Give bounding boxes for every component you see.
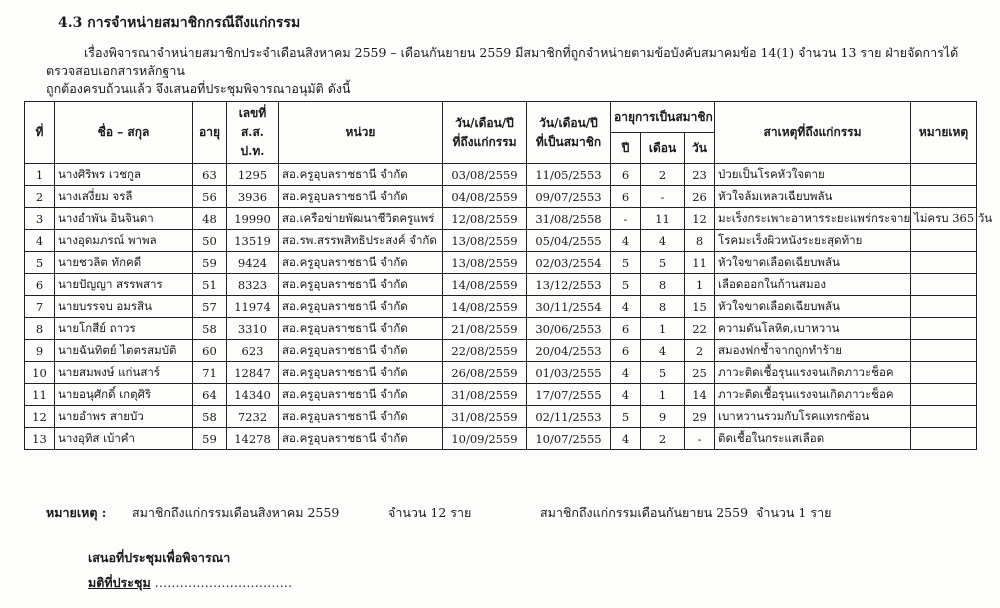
cell-member-no: 14278	[227, 428, 279, 450]
table-row	[25, 406, 977, 428]
table-row	[25, 164, 977, 186]
header-name: ชื่อ – สกุล	[55, 102, 193, 164]
cell-death-date: 10/09/2559	[443, 428, 527, 450]
table-row	[25, 296, 977, 318]
cell-months: 2	[641, 164, 685, 186]
header-member-no-2: ส.ส.	[240, 125, 264, 139]
header-member-no-1: เลขที่	[238, 106, 267, 120]
cell-cause: ติดเชื้อในกระแสเลือด	[715, 428, 911, 450]
cell-death-date: 26/08/2559	[443, 362, 527, 384]
cell-name: นางเสงี่ยม จรลี	[55, 186, 193, 208]
cell-months: 5	[641, 252, 685, 274]
cell-age: 51	[193, 274, 227, 296]
cell-age: 64	[193, 384, 227, 406]
note-label	[46, 503, 106, 523]
cell-death-date: 13/08/2559	[443, 230, 527, 252]
cell-age: 58	[193, 318, 227, 340]
cell-cause: เลือดออกในก้านสมอง	[715, 274, 911, 296]
cell-days: 1	[685, 274, 715, 296]
cell-name: นายโกสีย์ ถาวร	[55, 318, 193, 340]
cell-days: 11	[685, 252, 715, 274]
cell-remark	[911, 428, 977, 450]
cell-months: 8	[641, 274, 685, 296]
table-row	[25, 340, 977, 362]
resolution-line	[88, 573, 292, 593]
cell-age: 48	[193, 208, 227, 230]
cell-months: 1	[641, 318, 685, 340]
table-row	[25, 274, 977, 296]
cell-months: 4	[641, 340, 685, 362]
cell-cause: หัวใจขาดเลือดเฉียบพลัน	[715, 296, 911, 318]
cell-unit: สอ.เครือข่ายพัฒนาชีวิตครูแพร่	[279, 208, 443, 230]
header-years: ปี	[611, 133, 641, 164]
cell-no: 6	[25, 274, 55, 296]
cell-death-date: 14/08/2559	[443, 296, 527, 318]
cell-months: 2	[641, 428, 685, 450]
cell-no: 1	[25, 164, 55, 186]
cell-days: 15	[685, 296, 715, 318]
note-sep-text: สมาชิกถึงแก่กรรมเดือนกันยายน 2559	[540, 505, 749, 520]
table-row	[25, 362, 977, 384]
cell-name: นางอุทิส เบ้าคำ	[55, 428, 193, 450]
cell-years: 4	[611, 362, 641, 384]
cell-unit: สอ.ครูอุบลราชธานี จำกัด	[279, 164, 443, 186]
cell-months: 9	[641, 406, 685, 428]
cell-no: 3	[25, 208, 55, 230]
intro-paragraph	[46, 44, 976, 98]
cell-remark	[911, 164, 977, 186]
cell-unit: สอ.ครูอุบลราชธานี จำกัด	[279, 340, 443, 362]
cell-remark: ไม่ครบ 365 วัน	[911, 208, 977, 230]
cell-days: 22	[685, 318, 715, 340]
cell-join-date: 30/06/2553	[527, 318, 611, 340]
cell-age: 58	[193, 406, 227, 428]
cell-join-date: 17/07/2555	[527, 384, 611, 406]
table-row	[25, 252, 977, 274]
cell-remark	[911, 406, 977, 428]
table-row	[25, 230, 977, 252]
cell-name: นายอนุศักดิ์ เกตุศิริ	[55, 384, 193, 406]
cell-years: -	[611, 208, 641, 230]
cell-name: นางศิริพร เวชกูล	[55, 164, 193, 186]
cell-remark	[911, 362, 977, 384]
cell-no: 4	[25, 230, 55, 252]
cell-months: 5	[641, 362, 685, 384]
cell-name: นายฉันทิตย์ ไตตรสมบัติ	[55, 340, 193, 362]
cell-days: 26	[685, 186, 715, 208]
cell-death-date: 22/08/2559	[443, 340, 527, 362]
cell-no: 9	[25, 340, 55, 362]
header-death-date-1: วัน/เดือน/ปี	[455, 115, 514, 130]
resolution-label: มติที่ประชุม	[88, 575, 151, 590]
cell-name: นายชวลิต ทักคดี	[55, 252, 193, 274]
header-member-no-3: ป.ท.	[240, 144, 265, 158]
cell-months: -	[641, 186, 685, 208]
cell-name: นายปัญญา สรรพสาร	[55, 274, 193, 296]
cell-years: 5	[611, 252, 641, 274]
cell-years: 6	[611, 340, 641, 362]
cell-years: 4	[611, 296, 641, 318]
cell-no: 12	[25, 406, 55, 428]
cell-unit: สอ.ครูอุบลราชธานี จำกัด	[279, 362, 443, 384]
cell-name: นางอำพัน อินจินดา	[55, 208, 193, 230]
cell-member-no: 11974	[227, 296, 279, 318]
cell-remark	[911, 252, 977, 274]
cell-years: 6	[611, 318, 641, 340]
header-remark: หมายเหตุ	[911, 102, 977, 164]
cell-death-date: 21/08/2559	[443, 318, 527, 340]
header-death-date	[443, 102, 527, 164]
cell-death-date: 12/08/2559	[443, 208, 527, 230]
cell-cause: ภาวะติดเชื้อรุนแรงจนเกิดภาวะช็อค	[715, 362, 911, 384]
cell-unit: สอ.ครูอุบลราชธานี จำกัด	[279, 186, 443, 208]
cell-no: 8	[25, 318, 55, 340]
cell-cause: ความดันโลหิต,เบาหวาน	[715, 318, 911, 340]
proposal-text: เสนอที่ประชุมเพื่อพิจารณา	[88, 550, 231, 565]
cell-days: 12	[685, 208, 715, 230]
cell-months: 1	[641, 384, 685, 406]
cell-remark	[911, 318, 977, 340]
cell-years: 5	[611, 406, 641, 428]
header-months: เดือน	[641, 133, 685, 164]
intro-line-2: ถูกต้องครบถ้วนแล้ว จึงเสนอที่ประชุมพิจารณาอนุมัติ ดังนี้	[46, 81, 351, 96]
cell-join-date: 02/11/2553	[527, 406, 611, 428]
cell-months: 11	[641, 208, 685, 230]
table-row	[25, 318, 977, 340]
cell-unit: สอ.ครูอุบลราชธานี จำกัด	[279, 274, 443, 296]
resolution-blank: ……………………………	[154, 575, 293, 590]
cell-age: 57	[193, 296, 227, 318]
cell-years: 4	[611, 230, 641, 252]
cell-remark	[911, 186, 977, 208]
cell-death-date: 14/08/2559	[443, 274, 527, 296]
table-row	[25, 384, 977, 406]
cell-join-date: 31/08/2558	[527, 208, 611, 230]
header-no: ที่	[25, 102, 55, 164]
cell-days: 25	[685, 362, 715, 384]
cell-years: 6	[611, 186, 641, 208]
cell-age: 56	[193, 186, 227, 208]
cell-months: 4	[641, 230, 685, 252]
cell-remark	[911, 230, 977, 252]
table-row	[25, 186, 977, 208]
cell-death-date: 13/08/2559	[443, 252, 527, 274]
cell-name: นายอำพร สายบัว	[55, 406, 193, 428]
header-join-date-2: ที่เป็นสมาชิก	[535, 134, 602, 149]
cell-cause: โรคมะเร็งผิวหนังระยะสุดท้าย	[715, 230, 911, 252]
header-age: อายุ	[193, 102, 227, 164]
header-unit: หน่วย	[279, 102, 443, 164]
deceased-members-table	[24, 101, 993, 450]
header-member-no	[227, 102, 279, 164]
table-header-row	[25, 102, 977, 133]
cell-remark	[911, 274, 977, 296]
cell-unit: สอ.รพ.สรรพสิทธิประสงค์ จำกัด	[279, 230, 443, 252]
cell-age: 50	[193, 230, 227, 252]
cell-name: นายบรรจบ อมรสิน	[55, 296, 193, 318]
cell-age: 59	[193, 252, 227, 274]
cell-member-no: 3310	[227, 318, 279, 340]
cell-remark	[911, 340, 977, 362]
cell-days: 2	[685, 340, 715, 362]
cell-no: 7	[25, 296, 55, 318]
cell-cause: เบาหวานรวมกับโรคแทรกซ้อน	[715, 406, 911, 428]
header-duration: อายุการเป็นสมาชิก	[611, 102, 715, 133]
cell-no: 13	[25, 428, 55, 450]
cell-age: 71	[193, 362, 227, 384]
cell-no: 5	[25, 252, 55, 274]
cell-unit: สอ.ครูอุบลราชธานี จำกัด	[279, 384, 443, 406]
cell-join-date: 13/12/2553	[527, 274, 611, 296]
header-days: วัน	[685, 133, 715, 164]
note-label-text: หมายเหตุ :	[46, 505, 107, 520]
cell-unit: สอ.ครูอุบลราชธานี จำกัด	[279, 252, 443, 274]
cell-unit: สอ.ครูอุบลราชธานี จำกัด	[279, 318, 443, 340]
cell-cause: หัวใจขาดเลือดเฉียบพลัน	[715, 252, 911, 274]
cell-cause: สมองฟกช้ำจากถูกทำร้าย	[715, 340, 911, 362]
cell-member-no: 623	[227, 340, 279, 362]
cell-member-no: 7232	[227, 406, 279, 428]
cell-death-date: 31/08/2559	[443, 384, 527, 406]
cell-member-no: 3936	[227, 186, 279, 208]
intro-line-1: เรื่องพิจารณาจำหน่ายสมาชิกประจำเดือนสิงหาคม 2559 – เดือนกันยายน 2559 มีสมาชิกที่ถูกจำหน่ายตามข้อบังคับสมาคมข้อ 14(1) จำนวน 13 ราย ฝ่ายจัดการได้ตรวจสอบเอกสารหลักฐาน	[46, 45, 959, 78]
cell-join-date: 10/07/2555	[527, 428, 611, 450]
cell-name: นายสมพงษ์ แก่นสาร์	[55, 362, 193, 384]
cell-years: 4	[611, 428, 641, 450]
cell-days: 29	[685, 406, 715, 428]
header-join-date	[527, 102, 611, 164]
cell-days: 23	[685, 164, 715, 186]
cell-member-no: 9424	[227, 252, 279, 274]
cell-member-no: 12847	[227, 362, 279, 384]
header-death-date-2: ที่ถึงแก่กรรม	[452, 134, 517, 149]
cell-death-date: 31/08/2559	[443, 406, 527, 428]
cell-join-date: 30/11/2554	[527, 296, 611, 318]
cell-member-no: 8323	[227, 274, 279, 296]
cell-days: 14	[685, 384, 715, 406]
cell-death-date: 04/08/2559	[443, 186, 527, 208]
cell-member-no: 13519	[227, 230, 279, 252]
cell-years: 4	[611, 384, 641, 406]
cell-age: 60	[193, 340, 227, 362]
cell-years: 6	[611, 164, 641, 186]
header-cause: สาเหตุที่ถึงแก่กรรม	[715, 102, 911, 164]
cell-no: 11	[25, 384, 55, 406]
cell-years: 5	[611, 274, 641, 296]
cell-join-date: 05/04/2555	[527, 230, 611, 252]
cell-join-date: 20/04/2553	[527, 340, 611, 362]
cell-unit: สอ.ครูอุบลราชธานี จำกัด	[279, 428, 443, 450]
cell-no: 10	[25, 362, 55, 384]
note-aug-count: จำนวน 12 ราย	[388, 505, 472, 520]
table-row	[25, 208, 977, 230]
cell-name: นางอุดมภรณ์ พาพล	[55, 230, 193, 252]
cell-cause: หัวใจล้มเหลวเฉียบพลัน	[715, 186, 911, 208]
cell-join-date: 11/05/2553	[527, 164, 611, 186]
cell-unit: สอ.ครูอุบลราชธานี จำกัด	[279, 296, 443, 318]
cell-unit: สอ.ครูอุบลราชธานี จำกัด	[279, 406, 443, 428]
note-sep-count: จำนวน 1 ราย	[756, 505, 832, 520]
cell-days: -	[685, 428, 715, 450]
table-row	[25, 428, 977, 450]
cell-remark	[911, 384, 977, 406]
cell-join-date: 09/07/2553	[527, 186, 611, 208]
section-heading: 4.3 การจำหน่ายสมาชิกกรณีถึงแก่กรรม	[58, 15, 301, 31]
cell-member-no: 19990	[227, 208, 279, 230]
cell-death-date: 03/08/2559	[443, 164, 527, 186]
cell-age: 59	[193, 428, 227, 450]
note-aug-text: สมาชิกถึงแก่กรรมเดือนสิงหาคม 2559	[132, 505, 340, 520]
cell-days: 8	[685, 230, 715, 252]
cell-remark	[911, 296, 977, 318]
cell-cause: ภาวะติดเชื้อรุนแรงจนเกิดภาวะช็อค	[715, 384, 911, 406]
cell-age: 63	[193, 164, 227, 186]
cell-join-date: 01/03/2555	[527, 362, 611, 384]
cell-member-no: 1295	[227, 164, 279, 186]
cell-cause: ป่วยเป็นโรคหัวใจตาย	[715, 164, 911, 186]
table-body	[25, 164, 993, 450]
cell-join-date: 02/03/2554	[527, 252, 611, 274]
cell-months: 8	[641, 296, 685, 318]
header-join-date-1: วัน/เดือน/ปี	[539, 115, 598, 130]
cell-no: 2	[25, 186, 55, 208]
cell-member-no: 14340	[227, 384, 279, 406]
cell-cause: มะเร็งกระเพาะอาหารระยะแพร่กระจาย	[715, 208, 911, 230]
